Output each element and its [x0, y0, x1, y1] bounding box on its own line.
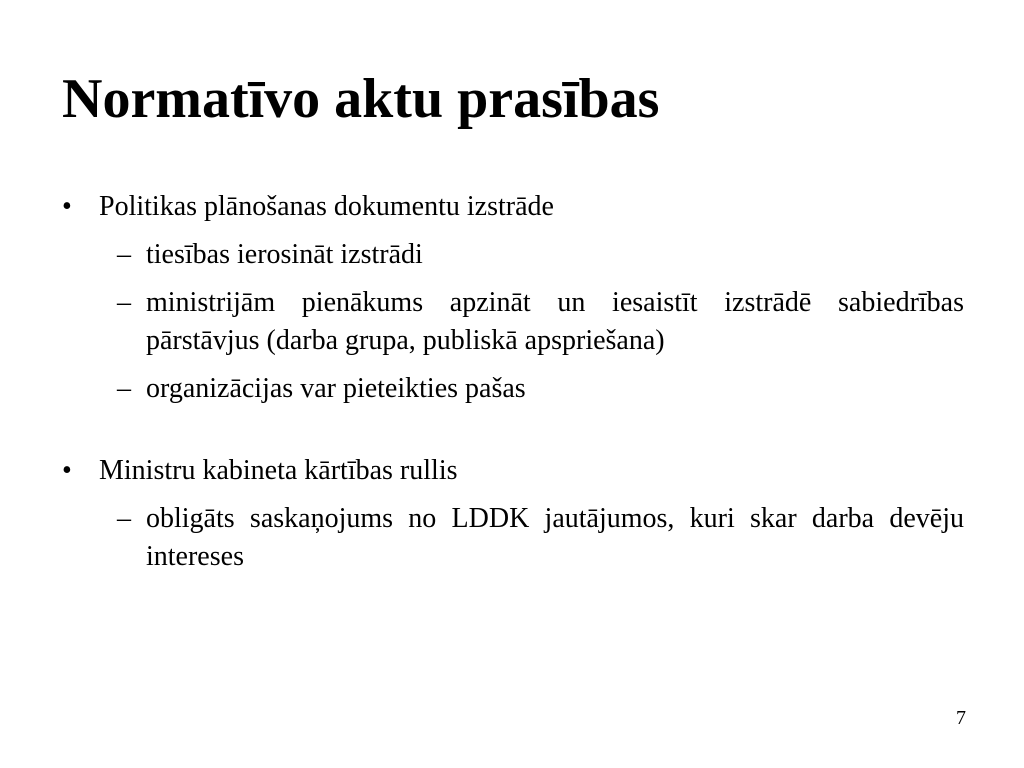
bullet-marker: •: [62, 191, 72, 222]
sub-bullet-marker: –: [117, 503, 131, 534]
page-number: 7: [956, 707, 966, 729]
sub-bullet-marker: –: [117, 287, 131, 318]
sub-bullet-item: [62, 500, 964, 576]
bullet-text: Politikas plānošanas dokumentu izstrāde: [99, 191, 554, 222]
sub-bullet-text: ministrijām pienākums apzināt un iesaistīt izstrādē sabiedrības pārstāvjus (darba grupa, publiskā apspriešana): [146, 287, 964, 356]
slide-content: [62, 188, 964, 576]
sub-bullet-marker: –: [117, 373, 131, 404]
slide-title: Normatīvo aktu prasības: [62, 68, 660, 130]
bullet-text: Ministru kabineta kārtības rullis: [99, 455, 458, 486]
sub-bullet-marker: –: [117, 239, 131, 270]
sub-bullet-item: [62, 236, 964, 274]
bullet-marker: •: [62, 455, 72, 486]
bullet-item: [62, 452, 964, 490]
sub-bullet-item: [62, 284, 964, 360]
sub-bullet-text: organizācijas var pieteikties pašas: [146, 373, 526, 404]
sub-bullet-text: obligāts saskaņojums no LDDK jautājumos, kuri skar darba devēju intereses: [146, 503, 964, 572]
bullet-item: [62, 188, 964, 226]
sub-bullet-item: [62, 370, 964, 408]
sub-bullet-text: tiesības ierosināt izstrādi: [146, 239, 423, 270]
section-gap: [62, 408, 964, 452]
